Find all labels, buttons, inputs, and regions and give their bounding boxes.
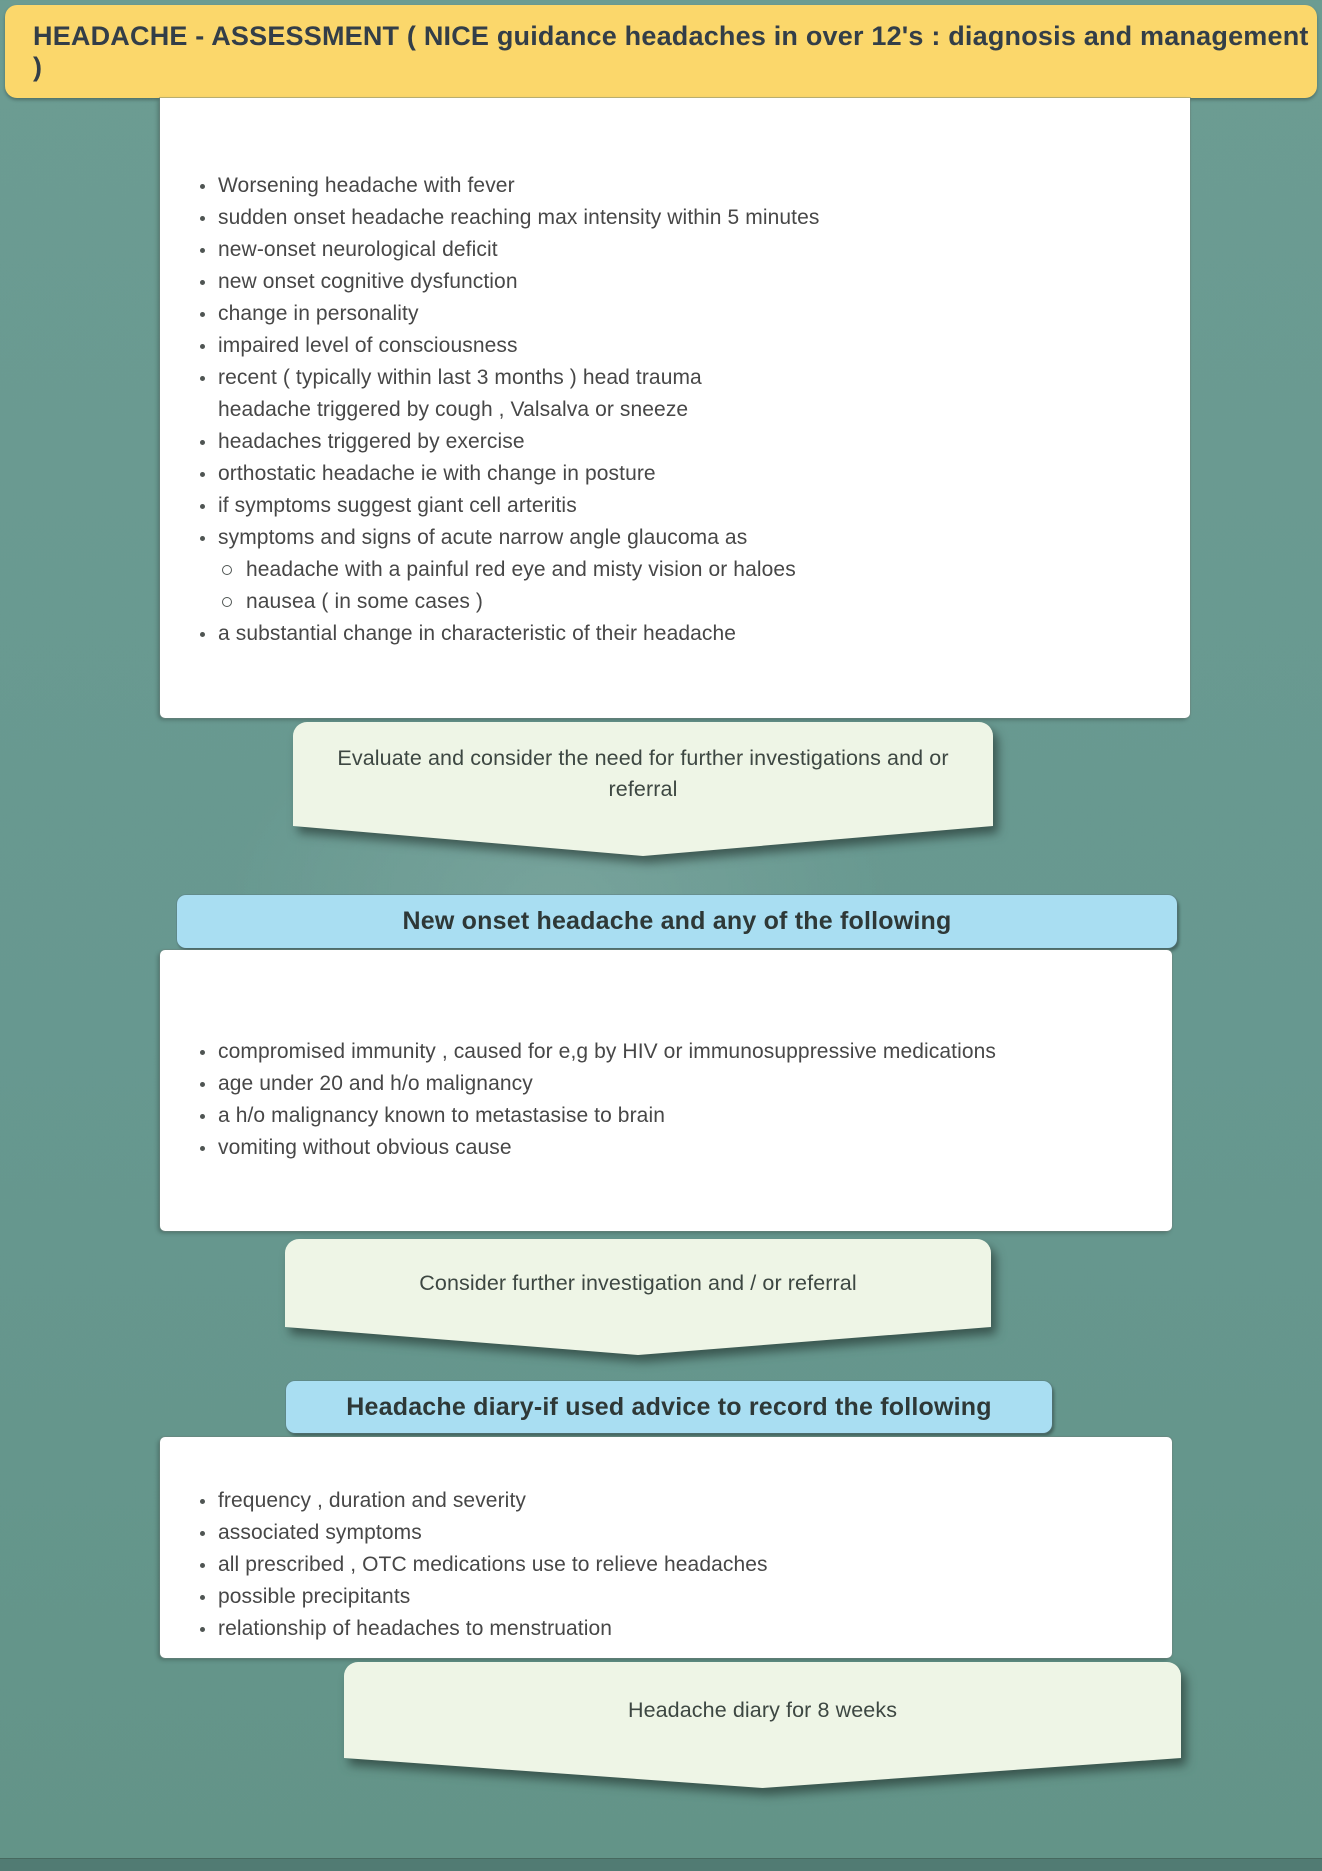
list-item: a substantial change in characteristic of their headache: [194, 618, 1164, 650]
list-item: age under 20 and h/o malignancy: [194, 1068, 1146, 1100]
list-item: symptoms and signs of acute narrow angle glaucoma as: [194, 522, 1164, 554]
new-onset-list: [194, 1036, 1146, 1164]
red-flags-box: [160, 98, 1190, 718]
list-item: all prescribed , OTC medications use to relieve headaches: [194, 1549, 1146, 1581]
new-onset-header-bar: [177, 895, 1177, 948]
list-item-continuation: headache triggered by cough , Valsalva or sneeze: [218, 398, 689, 421]
evaluate-callout-label: Evaluate and consider the need for further investigations and or referral: [337, 746, 949, 801]
list-item: vomiting without obvious cause: [194, 1132, 1146, 1164]
list-item: frequency , duration and severity: [194, 1485, 1146, 1517]
list-sub-item: headache with a painful red eye and misty vision or haloes: [194, 554, 1164, 586]
diary-list: [194, 1485, 1146, 1645]
diary-header-label: Headache diary-if used advice to record the following: [346, 1392, 992, 1421]
list-item: Worsening headache with fever: [194, 170, 1164, 202]
consider-callout-body: [285, 1239, 991, 1327]
list-item: recent ( typically within last 3 months ) head trauma: [194, 362, 1164, 394]
new-onset-header-label: New onset headache and any of the following: [402, 907, 952, 935]
list-item: headaches triggered by exercise: [194, 426, 1164, 458]
bottom-strip: [0, 1858, 1322, 1871]
list-item: associated symptoms: [194, 1517, 1146, 1549]
consider-callout: [285, 1239, 991, 1355]
list-item: impaired level of consciousness: [194, 330, 1164, 362]
list-item: sudden onset headache reaching max intensity within 5 minutes: [194, 202, 1164, 234]
list-sub-item: nausea ( in some cases ): [194, 586, 1164, 618]
list-item: new onset cognitive dysfunction: [194, 266, 1164, 298]
red-flags-list: [194, 170, 1164, 650]
chevron-down-shape: [285, 1327, 991, 1355]
evaluate-callout-body: [293, 722, 993, 826]
list-item: compromised immunity , caused for e,g by HIV or immunosuppressive medications: [194, 1036, 1146, 1068]
chevron-down-shape: [344, 1758, 1181, 1788]
consider-callout-label: Consider further investigation and / or referral: [419, 1270, 857, 1295]
list-item: orthostatic headache ie with change in posture: [194, 458, 1164, 490]
list-item: possible precipitants: [194, 1581, 1146, 1613]
diary-box: [160, 1437, 1172, 1658]
chevron-down-shape: [293, 826, 993, 856]
new-onset-box: [160, 950, 1172, 1231]
diary-weeks-callout-body: [344, 1662, 1181, 1758]
diary-weeks-callout: [344, 1662, 1181, 1788]
list-item: a h/o malignancy known to metastasise to brain: [194, 1100, 1146, 1132]
list-item: relationship of headaches to menstruation: [194, 1613, 1146, 1645]
list-item: if symptoms suggest giant cell arteritis: [194, 490, 1164, 522]
title-banner: [5, 5, 1317, 98]
diary-header-bar: [286, 1381, 1052, 1433]
page-title: HEADACHE - ASSESSMENT ( NICE guidance headaches in over 12's : diagnosis and management ): [33, 20, 1309, 82]
list-item: change in personality: [194, 298, 1164, 330]
list-item: new-onset neurological deficit: [194, 234, 1164, 266]
diary-weeks-callout-label: Headache diary for 8 weeks: [627, 1697, 898, 1722]
evaluate-callout: [293, 722, 993, 856]
